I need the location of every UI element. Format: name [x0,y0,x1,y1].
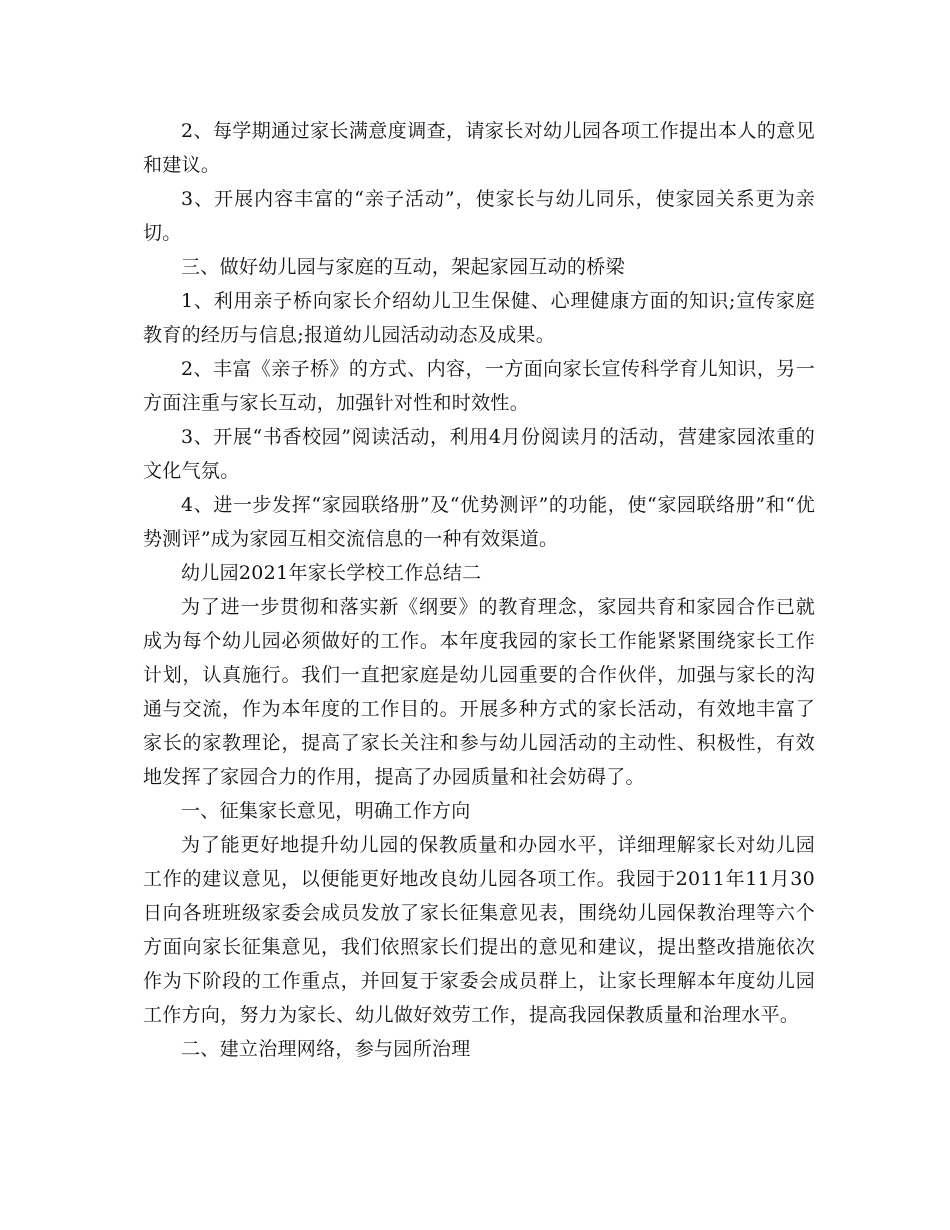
paragraph-item-3-parent-child-activity: 3、开展内容丰富的“亲子活动”，使家长与幼儿同乐，使家园关系更为亲切。 [143,188,815,244]
section-heading-one: 一、征集家长意见，明确工作方向 [181,800,471,822]
paragraph-item-3-reading: 3、开展“书香校园”阅读活动，利用4月份阅读月的活动，营建家园浓重的文化气氛。 [143,426,815,482]
paragraph-item-4-contact-book: 4、进一步发挥“家园联络册”及“优势测评”的功能，使“家园联络册”和“优势测评”成为家园互相交流信息的一种有效渠道。 [143,494,815,550]
document-subtitle: 幼儿园2021年家长学校工作总结二 [181,562,482,584]
paragraph-intro: 为了进一步贯彻和落实新《纲要》的教育理念，家园共育和家园合作已就成为每个幼儿园必须做好的工作。本年度我园的家长工作能紧紧围绕家长工作计划，认真施行。我们一直把家庭是幼儿园重要的合作伙伴，加强与家长的沟通与交流，作为本年度的工作目的。开展多种方式的家长活动，有效地丰富了家长的家教理论，提高了家长关注和参与幼儿园活动的主动性、积极性，有效地发挥了家园合力的作用，提高了办园质量和社会妨碍了。 [143,596,815,788]
paragraph-item-2-bridge-content: 2、丰富《亲子桥》的方式、内容，一方面向家长宣传科学育儿知识，另一方面注重与家长互动，加强针对性和时效性。 [143,358,815,414]
paragraph-item-1-bridge: 1、利用亲子桥向家长介绍幼儿卫生保健、心理健康方面的知识;宣传家庭教育的经历与信息;报道幼儿园活动动态及成果。 [143,290,815,346]
section-heading-two: 二、建立治理网络，参与园所治理 [181,1038,471,1060]
paragraph-opinions: 为了能更好地提升幼儿园的保教质量和办园水平，详细理解家长对幼儿园工作的建议意见，以便能更好地改良幼儿园各项工作。我园于2011年11月30日向各班班级家委会成员发放了家长征集意见表，围绕幼儿园保教治理等六个方面向家长征集意见，我们依照家长们提出的意见和建议，提出整改措施依次作为下阶段的工作重点，并回复于家委会成员群上，让家长理解本年度幼儿园工作方向，努力为家长、幼儿做好效劳工作，提高我园保教质量和治理水平。 [143,834,815,1026]
document-body [143,114,815,1066]
section-heading-three: 三、做好幼儿园与家庭的互动，架起家园互动的桥梁 [181,256,625,278]
paragraph-item-2-survey: 2、每学期通过家长满意度调查，请家长对幼儿园各项工作提出本人的意见和建议。 [143,120,815,176]
